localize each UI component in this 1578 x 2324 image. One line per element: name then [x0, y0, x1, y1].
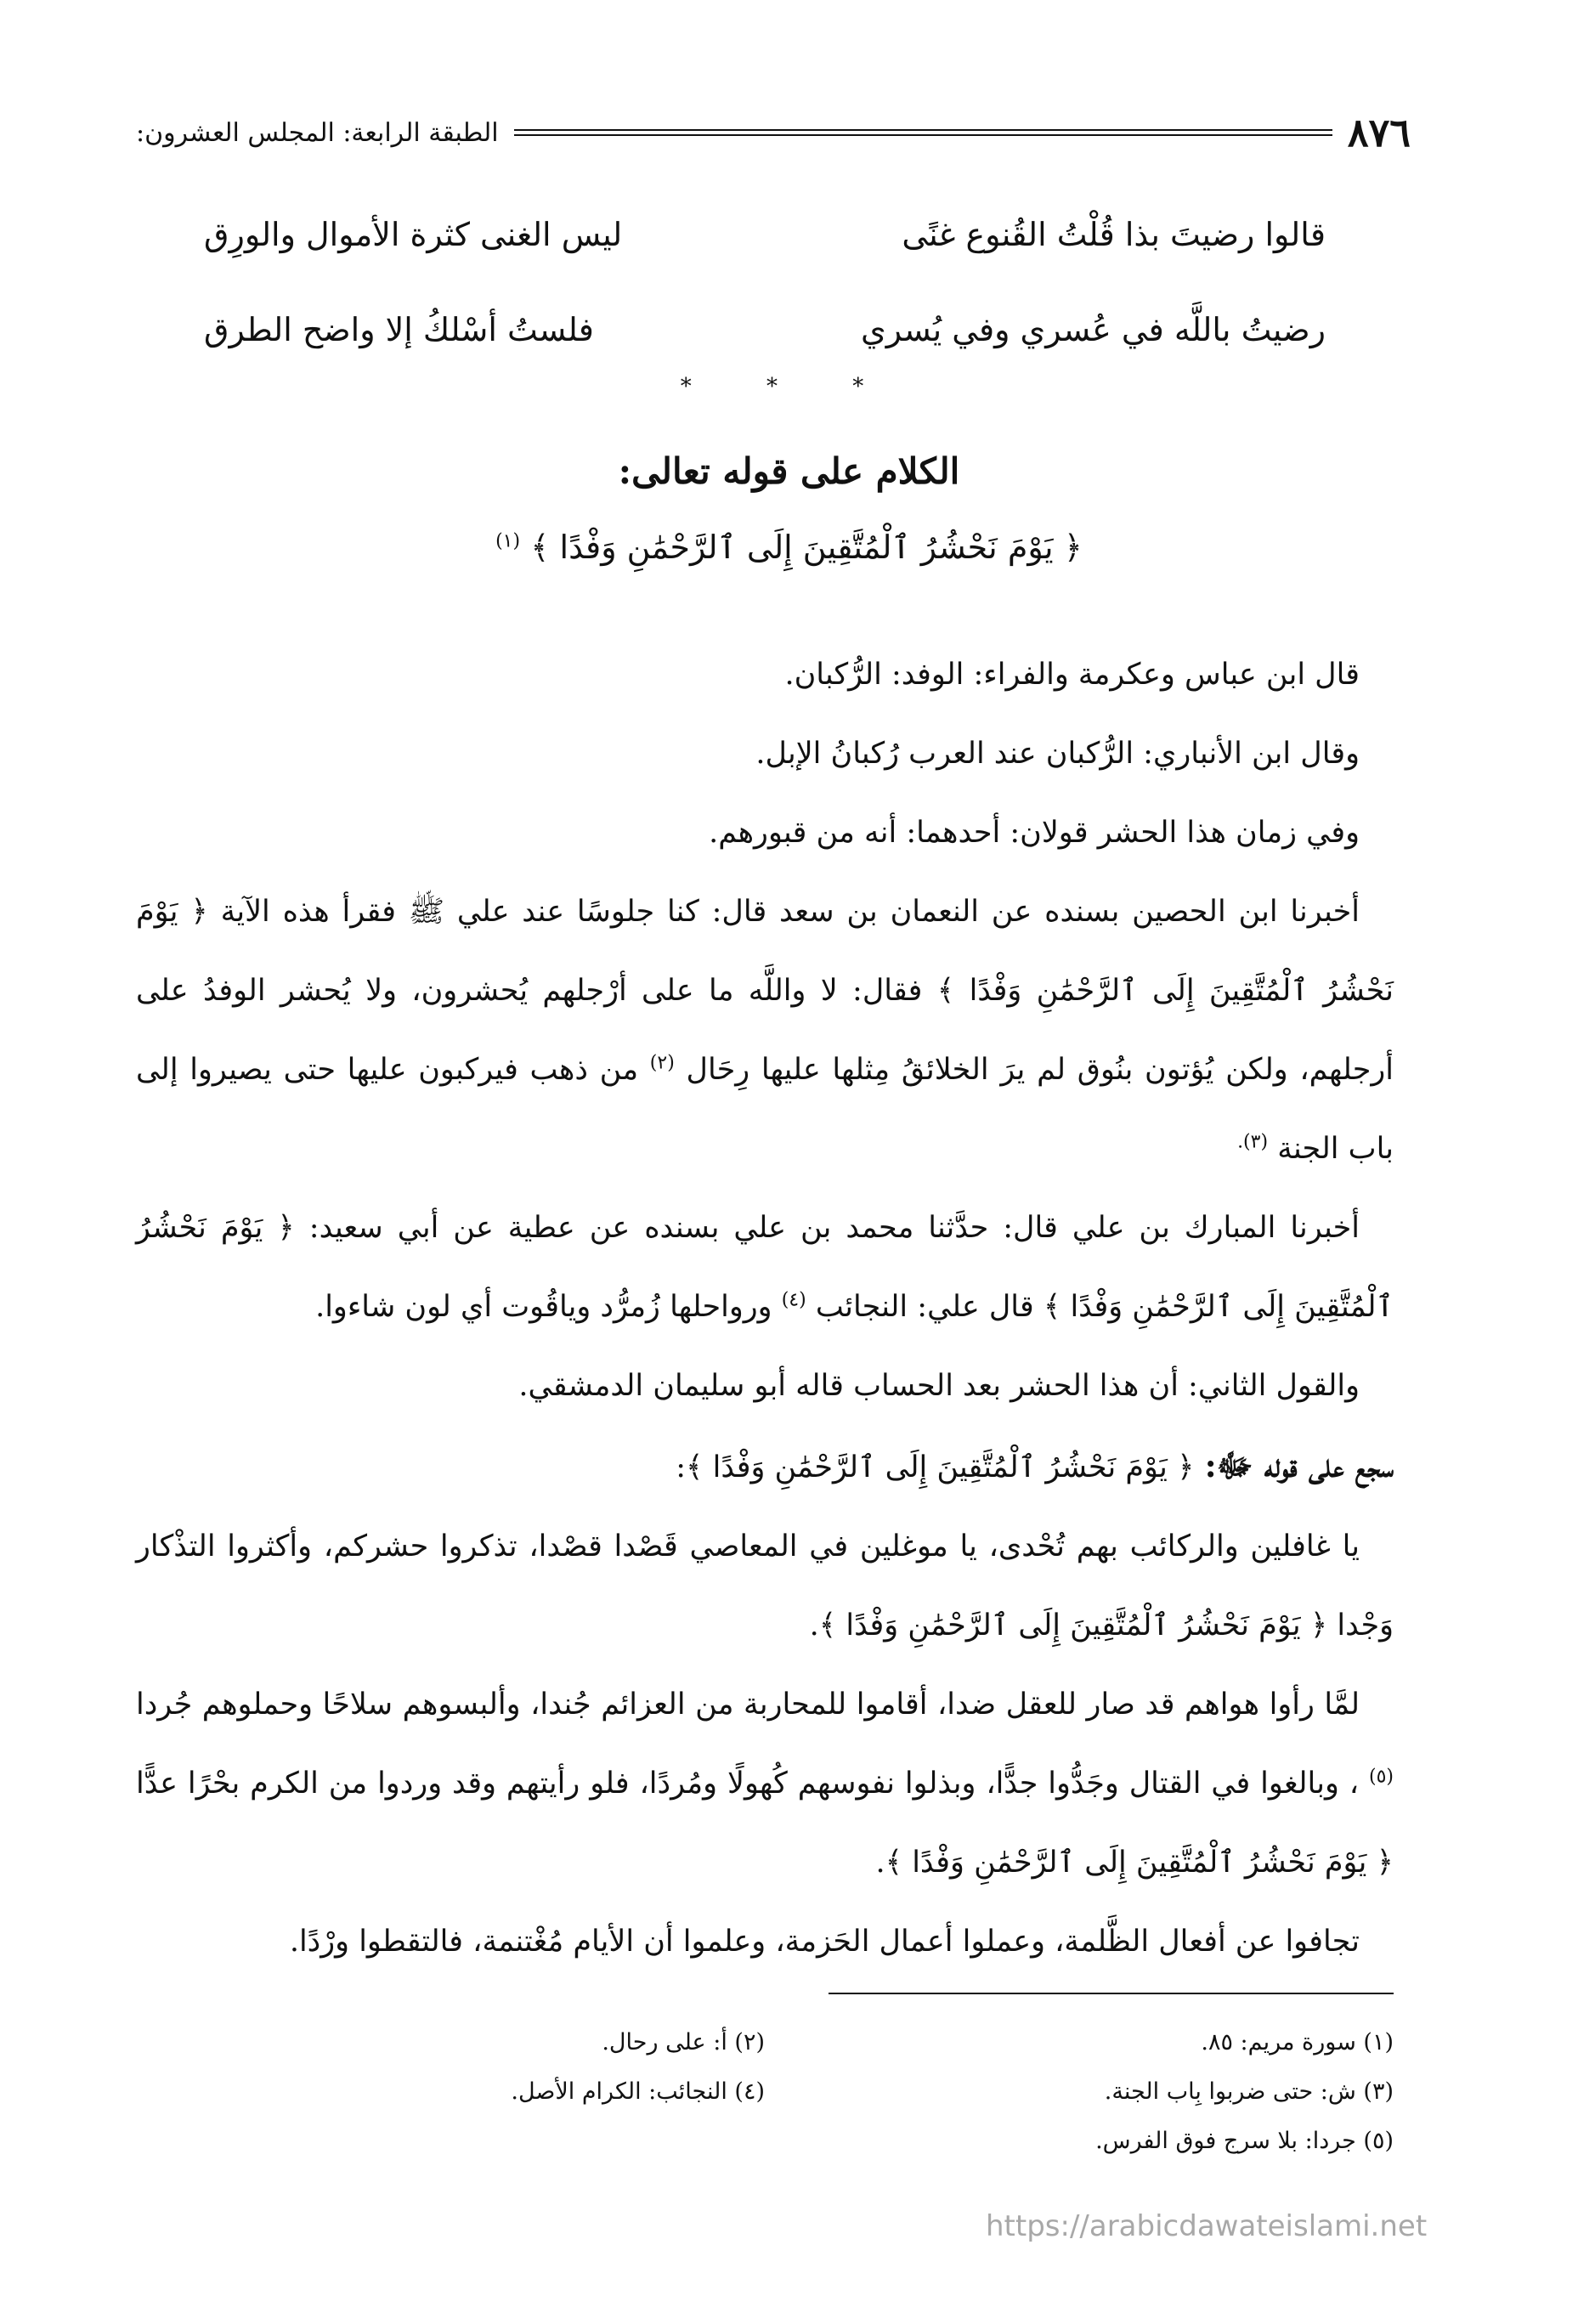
- quran-inline: ﴿ يَوْمَ نَحْشُرُ ٱلْمُتَّقِينَ إِلَى ٱلرَّحْمَٰنِ وَفْدًا ﴾:: [676, 1450, 1195, 1484]
- quran-inline: ﴿ يَوْمَ نَحْشُرُ ٱلْمُتَّقِينَ إِلَى ٱلرَّحْمَٰنِ وَفْدًا ﴾.: [809, 1609, 1328, 1643]
- quran-inline: ﴿ يَوْمَ نَحْشُرُ ٱلْمُتَّقِينَ إِلَى ٱلرَّحْمَٰنِ وَفْدًا ﴾: [136, 895, 1394, 1008]
- paragraph-text: ، وبالغوا في القتال وجَدُّوا جدًّا، وبذلوا نفوسهم كُهولًا ومُردًا، فلو رأيتهم وقد وردوا من الكرم بحْرًا عدًّا: [136, 1767, 1360, 1801]
- header-rule: [514, 129, 1332, 136]
- paragraph-text: ورواحلها زُمرُّد وياقُوت أي لون شاءوا.: [315, 1290, 772, 1324]
- paragraph-text: قال علي: النجائب: [815, 1290, 1034, 1324]
- sub-heading: [136, 1426, 1394, 1507]
- quran-verse-text: ﴿ يَوْمَ نَحْشُرُ ٱلْمُتَّقِينَ إِلَى ٱلرَّحْمَٰنِ وَفْدًا ﴾: [530, 529, 1083, 566]
- footnote: (٥) جردا: بلا سرج فوق الفرس.: [1095, 2128, 1394, 2154]
- paragraph: قال ابن عباس وعكرمة والفراء: الوفد: الرُّكبان.: [784, 658, 1360, 692]
- footnote: (٤) النجائب: الكرام الأصل.: [511, 2078, 765, 2105]
- paragraph: [136, 873, 1394, 1189]
- footnote: (١) سورة مريم: ٨٥.: [1201, 2029, 1394, 2055]
- paragraph-text: لمَّا رأوا هواهم قد صار للعقل ضدا، أقاموا للمحاربة من العزائم جُندا، وألبسوهم سلاحًا وحملوهم جُردا: [136, 1688, 1360, 1722]
- paragraph-text: أخبرنا ابن الحصين بسنده عن النعمان بن سعد قال: كنا جلوسًا عند علي ﷺ فقرأ هذه الآية: [220, 895, 1360, 929]
- section-heading: الكلام على قوله تعالى:: [618, 450, 960, 492]
- footnote-ref: (٣).: [1237, 1131, 1269, 1153]
- footnote-row: [136, 2067, 1394, 2117]
- footnote: (٣) ش: حتى ضربوا بِاب الجنة.: [1104, 2078, 1394, 2105]
- paragraph: [136, 1665, 1394, 1903]
- poem-second-hemistich: فلستُ أسْلكُ إلا واضح الطرق: [204, 311, 594, 348]
- paragraph: تجافوا عن أفعال الظَّلمة، وعملوا أعمال الحَزمة، وعلموا أن الأيام مُغْتنمة، فالتقطوا ورْدًا.: [289, 1925, 1360, 1959]
- poem-second-hemistich: ليس الغنى كثرة الأموال والورِق: [204, 216, 623, 253]
- paragraph: وفي زمان هذا الحشر قولان: أحدهما: أنه من قبورهم.: [709, 816, 1360, 850]
- quran-inline: ﴿ يَوْمَ نَحْشُرُ ٱلْمُتَّقِينَ إِلَى ٱلرَّحْمَٰنِ وَفْدًا ﴾: [136, 1211, 1394, 1324]
- paragraph-text: من ذهب فيركبون عليها حتى يصيروا إلى باب الجنة: [136, 1053, 1394, 1166]
- paragraph-text: يا غافلين والركائب بهم تُحْدى، يا موغلين في المعاصي قَصْدا قصْدا، تذكروا حشركم، وأكثروا التذْكار وَجْدا: [136, 1530, 1394, 1643]
- footnote-ref: (١): [495, 530, 521, 552]
- footnote: (٢) أ: على رحال.: [602, 2029, 765, 2055]
- poem-verse: [204, 282, 1326, 377]
- running-title: الطبقة الرابعة: المجلس العشرون:: [136, 117, 499, 148]
- quran-verse-quote: [0, 529, 1578, 566]
- page-header: [136, 109, 1411, 156]
- body-text: [136, 636, 1394, 1982]
- page-number: ٨٧٦: [1347, 110, 1411, 155]
- paragraph-text: أخبرنا المبارك بن علي قال: حدَّثنا محمد بن علي بسنده عن عطية عن أبي سعيد:: [308, 1211, 1360, 1245]
- footnote-ref: (٢): [649, 1052, 675, 1074]
- paragraph: والقول الثاني: أن هذا الحشر بعد الحساب قاله أبو سليمان الدمشقي.: [518, 1369, 1360, 1403]
- footnotes: [136, 2018, 1394, 2166]
- paragraph: [136, 1189, 1394, 1347]
- quran-inline: ﴿ يَوْمَ نَحْشُرُ ٱلْمُتَّقِينَ إِلَى ٱلرَّحْمَٰنِ وَفْدًا ﴾.: [875, 1846, 1394, 1880]
- footnote-ref: (٥): [1368, 1766, 1394, 1788]
- paragraph: وقال ابن الأنباري: الرُّكبان عند العرب رُكبانُ الإبل.: [755, 737, 1360, 771]
- poem: [204, 187, 1326, 377]
- footnote-row: [136, 2117, 1394, 2166]
- poem-verse: [204, 187, 1326, 282]
- poem-first-hemistich: قالوا رضيتَ بذا قُلْتُ القُنوع غنًى: [902, 216, 1326, 253]
- paragraph-text: فقال: لا واللَّه ما على أرْجلهم يُحشرون، ولا يُحشر الوفدُ على أرجلهم، ولكن يُؤتون بنُوق لم يرَ الخلائقُ مِثلها عليها رِحَال: [136, 974, 1394, 1087]
- footnote-rule: [829, 1993, 1394, 1994]
- sub-heading-text: سجع على قوله ﷻ:: [1204, 1446, 1394, 1484]
- watermark-url: https://arabicdawateislami.net: [986, 2209, 1428, 2243]
- footnote-ref: (٤): [781, 1289, 806, 1311]
- section-separator: * * *: [680, 374, 898, 399]
- paragraph: [136, 1507, 1394, 1665]
- footnote-row: [136, 2018, 1394, 2067]
- poem-first-hemistich: رضيتُ باللَّه في عُسري وفي يُسري: [861, 311, 1326, 348]
